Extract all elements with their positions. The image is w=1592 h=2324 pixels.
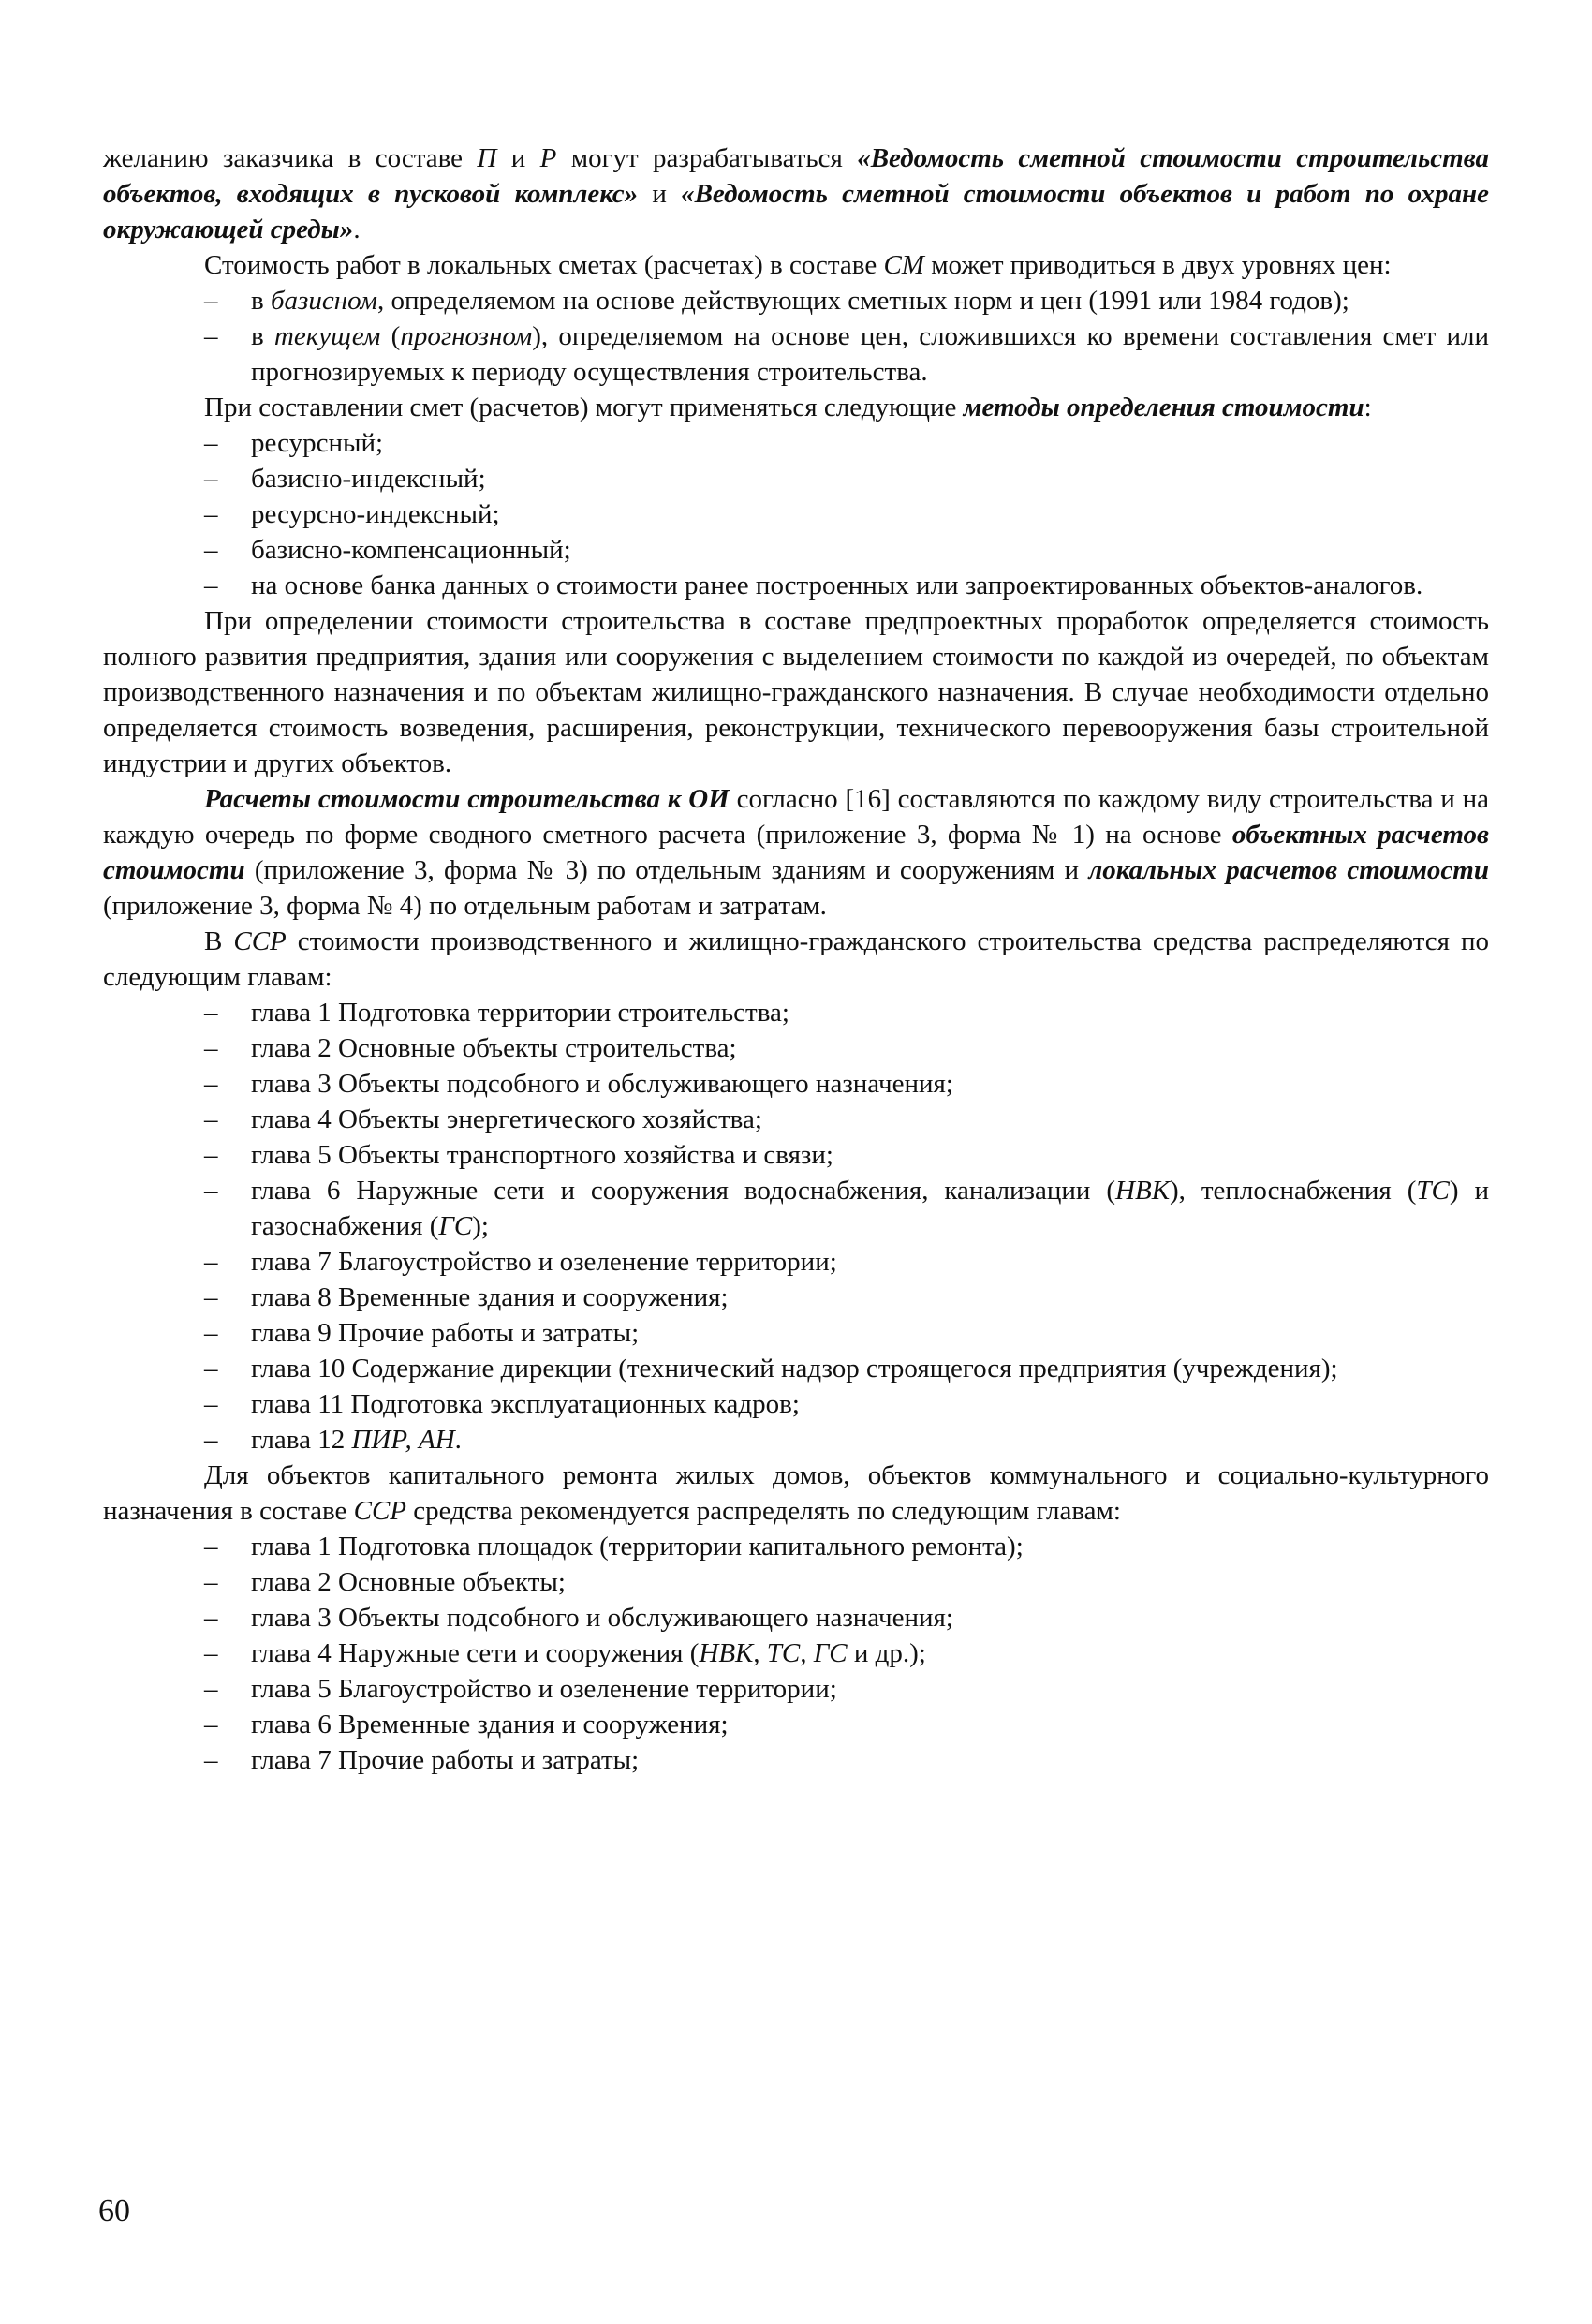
paragraph-methods: При составлении смет (расчетов) могут применяться следующие методы определения стоимости: xyxy=(204,392,1372,422)
list-item: – базисно-компенсационный; xyxy=(103,532,1489,568)
list-item: – в текущем (прогнозном), определяемом на основе цен, сложившихся ко времени составления смет или прогнозируемых к периоду осуществления строительства. xyxy=(103,318,1489,390)
page-number: 60 xyxy=(98,2194,130,2228)
list-item: – глава 11 Подготовка эксплуатационных кадров; xyxy=(103,1386,1489,1422)
list-item: – глава 4 Наружные сети и сооружения (НВК, ТС, ГС и др.); xyxy=(103,1636,1489,1671)
list-item: – глава 4 Объекты энергетического хозяйства; xyxy=(103,1102,1489,1137)
list-item: – глава 3 Объекты подсобного и обслуживающего назначения; xyxy=(103,1600,1489,1636)
list-item: – глава 8 Временные здания и сооружения; xyxy=(103,1280,1489,1315)
list-item: – глава 5 Благоустройство и озеленение территории; xyxy=(103,1671,1489,1707)
list-item: – ресурсно-индексный; xyxy=(103,496,1489,532)
list-item: – глава 1 Подготовка площадок (территории капитального ремонта); xyxy=(103,1529,1489,1564)
list-item: – ресурсный; xyxy=(103,425,1489,461)
list-item: – глава 6 Наружные сети и сооружения водоснабжения, канализации (НВК), теплоснабжения (ТС) и газоснабжения (ГС); xyxy=(103,1173,1489,1244)
list-item: – глава 1 Подготовка территории строительства; xyxy=(103,995,1489,1030)
list-item: – в базисном, определяемом на основе действующих сметных норм и цен (1991 или 1984 годов); xyxy=(103,283,1489,318)
list-item: – глава 7 Прочие работы и затраты; xyxy=(103,1742,1489,1778)
paragraph-intro: желанию заказчика в составе П и Р могут разрабатываться «Ведомость сметной стоимости строительства объектов, входящих в пусковой комплекс» и «Ведомость сметной стоимости объектов и работ по охране окружающей среды». xyxy=(103,143,1490,244)
chapters-list-repair xyxy=(103,1529,1489,1778)
list-item: – глава 2 Основные объекты строительства; xyxy=(103,1030,1489,1066)
list-item: – глава 6 Временные здания и сооружения; xyxy=(103,1707,1489,1742)
list-item: – глава 7 Благоустройство и озеленение территории; xyxy=(103,1244,1489,1280)
paragraph-calculations: Расчеты стоимости строительства к ОИ согласно [16] составляются по каждому виду строительства и на каждую очередь по форме сводного сметного расчета (приложение 3, форма № 1) на основе объектных расчетов стоимости (приложение 3, форма № 3) по отдельным зданиям и сооружениям и локальных расчетов стоимости (приложение 3, форма № 4) по отдельным работам и затратам. xyxy=(103,784,1490,921)
paragraph-capital-repair: Для объектов капитального ремонта жилых домов, объектов коммунального и социально-культурного назначения в составе ССР средства рекомендуется распределять по следующим главам: xyxy=(103,1460,1489,1526)
price-levels-list xyxy=(103,283,1489,390)
chapters-list-production xyxy=(103,995,1489,1458)
list-item: – глава 5 Объекты транспортного хозяйства и связи; xyxy=(103,1137,1489,1173)
list-item: – глава 9 Прочие работы и затраты; xyxy=(103,1315,1489,1351)
list-item: – на основе банка данных о стоимости ранее построенных или запроектированных объектов-аналогов. xyxy=(103,568,1489,603)
list-item: – глава 3 Объекты подсобного и обслуживающего назначения; xyxy=(103,1066,1489,1102)
paragraph-ssr-chapters: В ССР стоимости производственного и жилищно-гражданского строительства средства распределяются по следующим главам: xyxy=(103,926,1489,992)
paragraph-price-levels: Стоимость работ в локальных сметах (расчетах) в составе СМ может приводиться в двух уровнях цен: xyxy=(204,250,1392,280)
list-item: – базисно-индексный; xyxy=(103,461,1489,496)
document-page xyxy=(103,141,1489,1778)
list-item: – глава 12 ПИР, АН. xyxy=(103,1422,1489,1458)
methods-list xyxy=(103,425,1489,603)
paragraph-preproject: При определении стоимости строительства в составе предпроектных проработок определяется стоимость полного развития предприятия, здания или сооружения с выделением стоимости по каждой из очередей, по объектам производственного назначения и по объектам жилищно-гражданского назначения. В случае необходимости отдельно определяется стоимость возведения, расширения, реконструкции, технического перевооружения базы строительной индустрии и других объектов. xyxy=(103,606,1489,778)
list-item: – глава 2 Основные объекты; xyxy=(103,1564,1489,1600)
list-item: – глава 10 Содержание дирекции (технический надзор строящегося предприятия (учреждения); xyxy=(103,1351,1489,1386)
